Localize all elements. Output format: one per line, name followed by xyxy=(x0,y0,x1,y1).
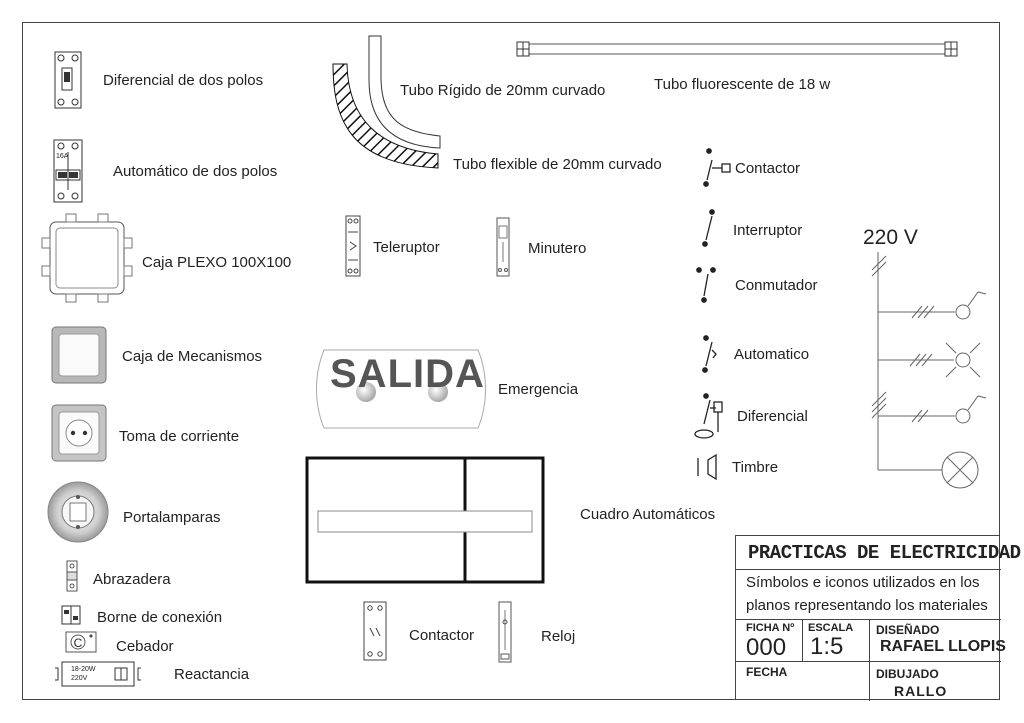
cebador-icon xyxy=(66,632,96,652)
automatico-device-icon xyxy=(54,140,82,202)
label-contactor-device: Contactor xyxy=(409,627,475,644)
title-block-disenado-value: RAFAEL LLOPIS xyxy=(880,638,1006,655)
borne-conexion-icon xyxy=(62,606,80,624)
cuadro-automaticos-icon xyxy=(307,458,543,582)
teleruptor-icon xyxy=(346,216,360,276)
title-block-disenado-label: DISEÑADO xyxy=(876,623,940,637)
reactancia-icon xyxy=(55,662,141,686)
title-block-description-line1: Símbolos e iconos utilizados en los xyxy=(746,574,980,591)
automatico-rating: 16A xyxy=(56,153,69,160)
label-conmutador-symbol: Conmutador xyxy=(735,277,818,294)
diferencial-symbol-icon xyxy=(695,394,722,438)
label-diferencial-dos-polos: Diferencial de dos polos xyxy=(103,72,264,89)
contactor-symbol-icon xyxy=(704,149,730,186)
salida-sign-text: SALIDA xyxy=(330,352,485,396)
label-automatico-symbol: Automatico xyxy=(734,346,810,363)
label-caja-mecanismos: Caja de Mecanismos xyxy=(122,348,263,365)
timbre-symbol-icon xyxy=(698,455,716,479)
circuit-220v-diagram xyxy=(872,252,986,488)
label-cebador: Cebador xyxy=(116,638,174,655)
label-diferencial-symbol: Diferencial xyxy=(737,408,808,425)
conmutador-symbol-icon xyxy=(697,268,715,302)
label-minutero: Minutero xyxy=(528,240,587,257)
title-block-fecha-label: FECHA xyxy=(746,665,788,679)
reloj-icon xyxy=(499,602,511,662)
label-emergencia: Emergencia xyxy=(498,381,579,398)
label-portalamparas: Portalamparas xyxy=(123,509,221,526)
label-voltage: 220 V xyxy=(863,226,918,249)
title-block-escala-label: ESCALA xyxy=(808,622,854,634)
automatico-symbol-icon xyxy=(703,336,716,372)
reactancia-spec-1: 18-20W xyxy=(71,666,96,673)
title-block-info-row xyxy=(736,620,1006,662)
interruptor-symbol-icon xyxy=(703,210,714,246)
diferencial-device-icon xyxy=(55,52,81,108)
label-contactor-symbol: Contactor xyxy=(735,160,801,177)
abrazadera-icon xyxy=(67,561,77,591)
label-reactancia: Reactancia xyxy=(174,666,250,683)
reactancia-spec-2: 220V xyxy=(71,675,88,682)
cebador-letter: C xyxy=(73,636,83,650)
toma-corriente-icon xyxy=(52,405,106,461)
title-block-heading: PRACTICAS DE ELECTRICIDAD xyxy=(748,542,1021,564)
title-block-escala-value: 1:5 xyxy=(810,633,844,660)
label-tubo-flexible: Tubo flexible de 20mm curvado xyxy=(453,156,662,173)
label-toma-corriente: Toma de corriente xyxy=(119,428,240,445)
label-reloj: Reloj xyxy=(541,628,576,645)
label-cuadro-automaticos: Cuadro Automáticos xyxy=(580,506,716,523)
minutero-icon xyxy=(497,218,509,276)
label-automatico-dos-polos: Automático de dos polos xyxy=(113,163,278,180)
label-caja-plexo: Caja PLEXO 100X100 xyxy=(142,254,292,271)
label-interruptor-symbol: Interruptor xyxy=(733,222,803,239)
title-block-ficha-value: 000 xyxy=(746,634,787,661)
label-abrazadera: Abrazadera xyxy=(93,571,171,588)
title-block-dibujado-label: DIBUJADO xyxy=(876,667,939,681)
label-teleruptor: Teleruptor xyxy=(373,239,440,256)
caja-plexo-icon xyxy=(42,214,132,302)
title-block-description-line2: planos representando los materiales xyxy=(746,597,988,614)
title-block-dibujado-value: RALLO xyxy=(894,683,948,699)
label-tubo-rigido: Tubo Rígido de 20mm curvado xyxy=(400,82,606,99)
caja-mecanismos-icon xyxy=(52,327,106,383)
portalamparas-icon xyxy=(48,482,108,542)
tubo-fluorescente-icon xyxy=(517,42,957,56)
label-tubo-fluorescente: Tubo fluorescente de 18 w xyxy=(654,76,831,93)
title-block xyxy=(735,535,1021,700)
label-timbre-symbol: Timbre xyxy=(732,459,779,476)
title-block-description-row xyxy=(736,570,1001,620)
title-block-ficha-label: FICHA Nº xyxy=(746,622,795,634)
contactor-device-icon xyxy=(364,602,386,660)
title-block-heading-row xyxy=(736,536,1021,570)
label-borne-conexion: Borne de conexión xyxy=(97,609,223,626)
